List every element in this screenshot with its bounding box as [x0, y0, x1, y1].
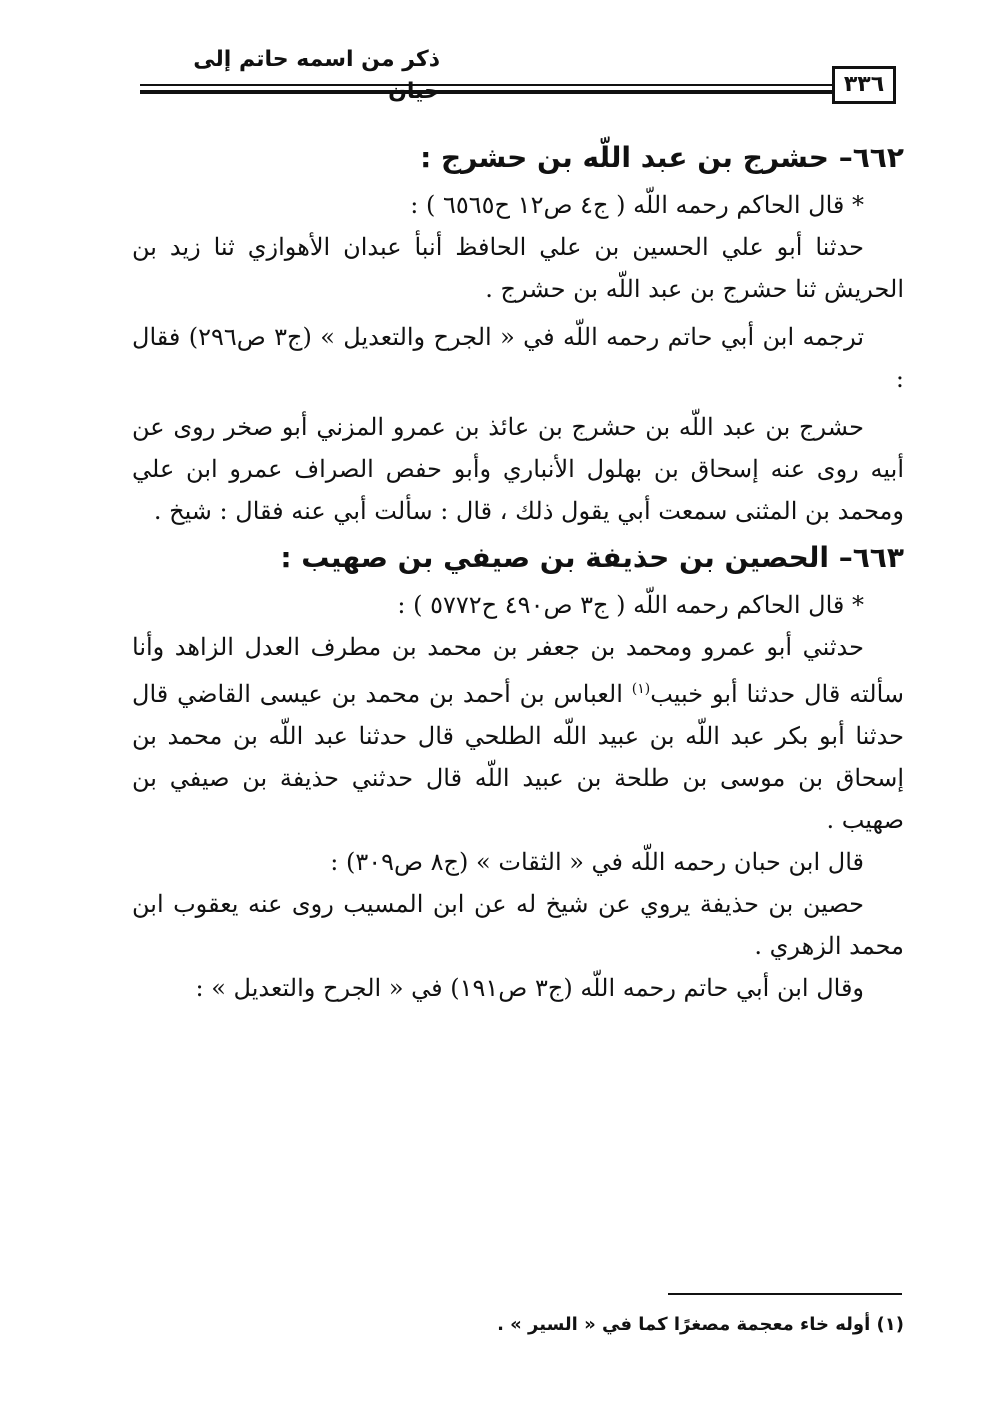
isnad-part-1: حدثني أبو عمرو ومحمد بن جعفر بن محمد بن مطرف العدل الزاهد وأنا سألته قال حدثنا أبو خبيب: [132, 633, 904, 708]
jarh-intro: وقال ابن أبي حاتم رحمه اللّه (ج٣ ص١٩١) في « الجرح والتعديل » :: [195, 974, 864, 1002]
footnote-separator: [668, 1293, 902, 1295]
footnote: (١) أوله خاء معجمة مصغرًا كما في « السير » .: [497, 1314, 904, 1335]
header-rule-thick: [140, 90, 832, 94]
entry-heading: ٦٦٣– الحصين بن حذيفة بن صيفي بن صهيب :: [280, 541, 904, 574]
page-number: ٣٣٦: [832, 66, 896, 104]
thiqat-intro: قال ابن حبان رحمه اللّه في « الثقات » (ج٨ ص٣٠٩) :: [330, 848, 864, 876]
isnad-paragraph: [132, 626, 904, 841]
footnote-reference: (١): [631, 681, 651, 697]
hakim-citation: * قال الحاكم رحمه اللّه ( ج٤ ص١٢ ح٦٥٦٥ ) :: [410, 191, 864, 219]
hakim-citation: * قال الحاكم رحمه اللّه ( ج٣ ص٤٩٠ ح٥٧٧٢ ) :: [397, 591, 864, 619]
entry-663: [132, 532, 904, 1009]
entry-heading: ٦٦٢– حشرج بن عبد اللّه بن حشرج :: [420, 141, 904, 174]
isnad-paragraph: حدثنا أبو علي الحسين بن علي الحافظ أنبأ عبدان الأهوازي ثنا زيد بن الحريش ثنا حشرج بن عبد اللّه بن حشرج .: [132, 233, 904, 303]
main-text: [132, 132, 904, 1009]
running-title: ذكر من اسمه حاتم إلى حيان: [193, 47, 440, 104]
source-intro: ترجمه ابن أبي حاتم رحمه اللّه في « الجرح والتعديل » (ج٣ ص٢٩٦) فقال :: [132, 323, 904, 393]
thiqat-text: حصين بن حذيفة يروي عن شيخ له عن ابن المسيب روى عنه يعقوب ابن محمد الزهري .: [132, 890, 904, 960]
isnad-part-2: العباس بن أحمد بن محمد بن عيسى القاضي قال حدثنا أبو بكر عبد اللّه بن عبيد اللّه الطلحي قال حدثنا عبد اللّه بن محمد بن إسحاق بن موسى بن طلحة بن عبيد اللّه قال حدثني حذيفة بن صيفي بن صهيب .: [132, 680, 905, 834]
biography-paragraph: حشرج بن عبد اللّه بن حشرج بن عائذ بن عمرو المزني أبو صخر روى عن أبيه روى عنه إسحاق بن بهلول الأنباري وأبو حفص الصراف عمرو ابن علي ومحمد بن المثنى سمعت أبي يقول ذلك ، قال : سألت أبي عنه فقال : شيخ .: [132, 413, 904, 525]
header-rule-thin: [140, 84, 832, 86]
entry-662: [132, 132, 904, 532]
